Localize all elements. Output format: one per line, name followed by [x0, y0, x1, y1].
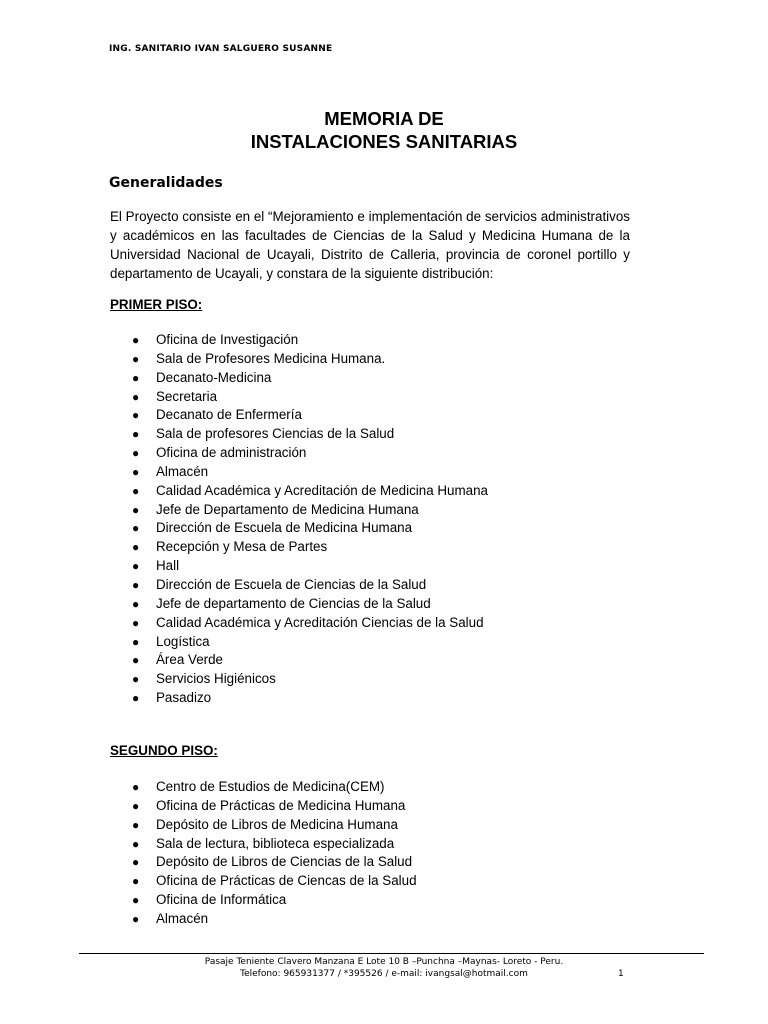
list-item-label: Sala de profesores Ciencias de la Salud — [156, 426, 395, 442]
bullet-icon: ● — [132, 836, 140, 851]
bullet-icon: ● — [132, 521, 140, 536]
list-item-label: Almacén — [156, 910, 209, 926]
list-item — [110, 835, 417, 854]
bullet-icon: ● — [132, 780, 140, 794]
list-item-label: Secretaria — [156, 388, 218, 404]
bullet-icon: ● — [132, 634, 140, 649]
list-item — [110, 369, 488, 388]
list-item-label: Logística — [156, 633, 210, 649]
room-list-primer-piso — [110, 331, 488, 708]
list-item — [110, 557, 488, 576]
bullet-icon: ● — [132, 653, 140, 668]
list-item — [110, 519, 488, 538]
list-item-label: Centro de Estudios de Medicina(CEM) — [156, 779, 385, 794]
footer-address: Pasaje Teniente Clavero Manzana E Lote 10 B –Punchna –Maynas- Loreto - Peru. — [204, 957, 564, 967]
list-item — [110, 872, 417, 891]
list-item — [110, 797, 417, 816]
bullet-icon: ● — [132, 351, 140, 366]
list-item-label: Recepción y Mesa de Partes — [156, 539, 328, 555]
bullet-icon: ● — [132, 464, 140, 479]
list-item — [110, 388, 488, 407]
list-item — [110, 444, 488, 463]
intro-paragraph: El Proyecto consiste en el “Mejoramiento e implementación de servicios administrativos y académicos en las facultades de Ciencias de la Salud y Medicina Humana de la Universidad Nacional de Ucayali, Distrito de Calleria, provincia de coronel portillo y departamento de Ucayali, y constara de la siguiente distribución: — [110, 209, 630, 281]
list-item — [110, 595, 488, 614]
list-item — [110, 463, 488, 482]
bullet-icon: ● — [132, 389, 140, 404]
list-item-label: Servicios Higiénicos — [156, 671, 276, 687]
list-item-label: Pasadizo — [156, 690, 212, 706]
bullet-icon: ● — [132, 855, 140, 870]
bullet-icon: ● — [132, 817, 140, 832]
bullet-icon: ● — [132, 893, 140, 908]
bullet-icon: ● — [132, 911, 140, 926]
list-item — [110, 576, 488, 595]
floor-heading-primer-piso: PRIMER PISO: — [110, 297, 203, 312]
list-item — [110, 689, 488, 708]
room-list-segundo-piso — [110, 778, 417, 929]
bullet-icon: ● — [132, 333, 140, 347]
page-number: 1 — [618, 969, 624, 979]
list-item-label: Hall — [156, 558, 180, 574]
list-item — [110, 910, 417, 929]
list-item-label: Decanato-Medicina — [156, 369, 272, 385]
footer-contact: Telefono: 965931377 / *395526 / e-mail: ivangsal@hotmail.com — [240, 969, 528, 979]
bullet-icon: ● — [132, 691, 140, 706]
list-item-label: Jefe de Departamento de Medicina Humana — [156, 501, 419, 517]
list-item-label: Depósito de Libros de Ciencias de la Salud — [156, 854, 413, 870]
list-item — [110, 425, 488, 444]
list-item — [110, 614, 488, 633]
bullet-icon: ● — [132, 798, 140, 813]
bullet-icon: ● — [132, 408, 140, 423]
list-item-label: Dirección de Escuela de Ciencias de la Salud — [156, 576, 427, 592]
bullet-icon: ● — [132, 559, 140, 574]
list-item-label: Calidad Académica y Acreditación Ciencias de la Salud — [156, 614, 484, 630]
bullet-icon: ● — [132, 672, 140, 687]
list-item — [110, 331, 488, 350]
list-item-label: Oficina de Informática — [156, 892, 287, 908]
list-item-label: Sala de Profesores Medicina Humana. — [156, 350, 386, 366]
list-item-label: Decanato de Enfermería — [156, 407, 302, 423]
section-heading-generalidades: Generalidades — [109, 175, 223, 191]
list-item — [110, 482, 488, 501]
list-item-label: Dirección de Escuela de Medicina Humana — [156, 520, 413, 536]
list-item-label: Almacén — [156, 463, 209, 479]
list-item — [110, 350, 488, 369]
list-item — [110, 816, 417, 835]
bullet-icon: ● — [132, 596, 140, 611]
list-item — [110, 891, 417, 910]
list-item-label: Depósito de Libros de Medicina Humana — [156, 816, 398, 832]
list-item-label: Área Verde — [156, 652, 223, 668]
list-item-label: Oficina de Prácticas de Medicina Humana — [156, 797, 406, 813]
list-item-label: Oficina de Prácticas de Ciencas de la Salud — [156, 873, 417, 889]
document-title-line-1: MEMORIA DE — [324, 108, 444, 129]
list-item-label: Oficina de administración — [156, 445, 307, 461]
list-item — [110, 633, 488, 652]
list-item — [110, 501, 488, 520]
list-item-label: Calidad Académica y Acreditación de Medicina Humana — [156, 482, 488, 498]
list-item — [110, 406, 488, 425]
bullet-icon: ● — [132, 427, 140, 442]
list-item-label: Sala de lectura, biblioteca especializada — [156, 835, 395, 851]
list-item — [110, 778, 417, 797]
bullet-icon: ● — [132, 502, 140, 517]
floor-heading-segundo-piso: SEGUNDO PISO: — [110, 743, 218, 758]
list-item-label: Oficina de Investigación — [156, 332, 299, 347]
list-item — [110, 853, 417, 872]
bullet-icon: ● — [132, 483, 140, 498]
bullet-icon: ● — [132, 874, 140, 889]
footer-divider — [79, 953, 704, 954]
bullet-icon: ● — [132, 615, 140, 630]
list-item — [110, 670, 488, 689]
document-header-author: ING. SANITARIO IVAN SALGUERO SUSANNE — [109, 44, 333, 54]
bullet-icon: ● — [132, 446, 140, 461]
bullet-icon: ● — [132, 370, 140, 385]
document-title-line-2: INSTALACIONES SANITARIAS — [250, 131, 518, 152]
bullet-icon: ● — [132, 540, 140, 555]
list-item-label: Jefe de departamento de Ciencias de la Salud — [156, 595, 431, 611]
bullet-icon: ● — [132, 577, 140, 592]
list-item — [110, 651, 488, 670]
list-item — [110, 538, 488, 557]
